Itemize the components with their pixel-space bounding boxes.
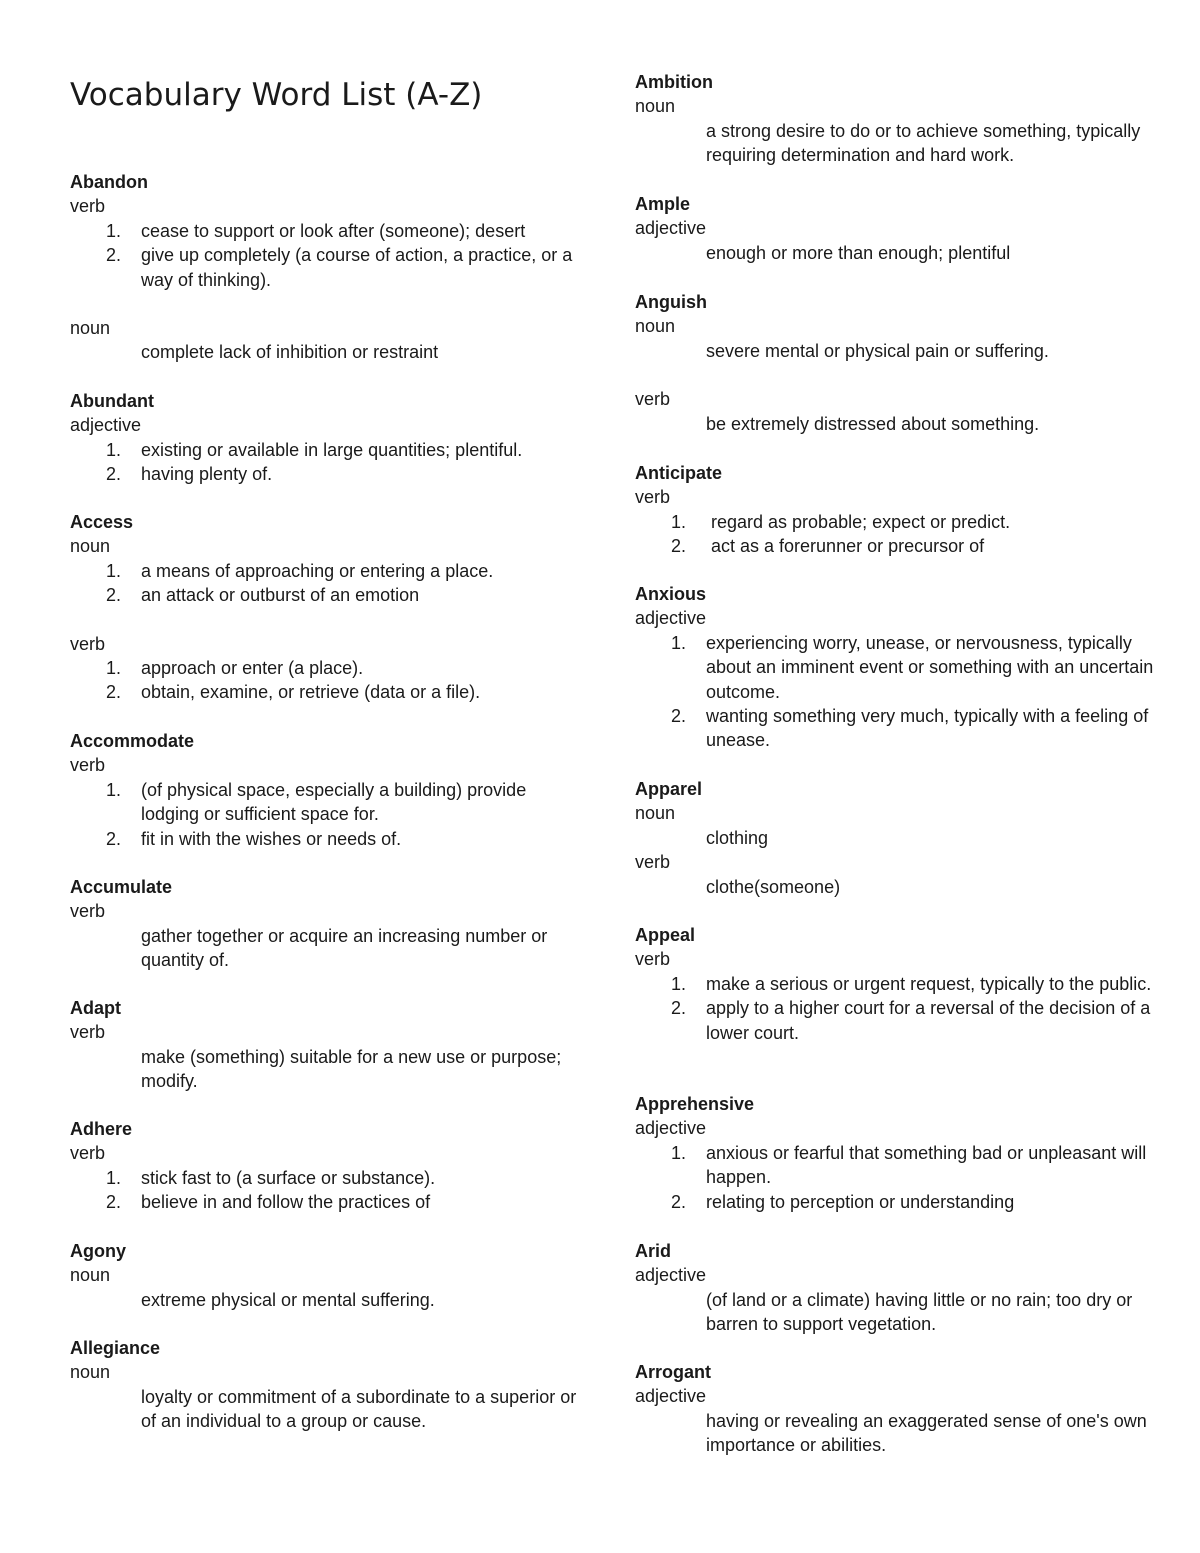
vocab-entry <box>635 461 1155 559</box>
vocab-entry <box>635 1360 1155 1458</box>
part-of-speech: adjective <box>635 1118 707 1139</box>
definition-text: severe mental or physical pain or suffering. <box>706 340 1049 361</box>
vocab-entry <box>70 389 580 487</box>
definition-number: 2. <box>671 1191 687 1212</box>
definition-text: enough or more than enough; plentiful <box>706 242 1011 263</box>
vocab-entry <box>635 1092 1155 1214</box>
definition-number: 2. <box>106 828 122 849</box>
part-of-speech: verb <box>70 196 106 217</box>
part-of-speech: adjective <box>635 218 707 239</box>
part-of-speech: verb <box>70 1022 106 1043</box>
definition-number: 2. <box>671 536 687 557</box>
vocab-entry <box>70 1239 580 1312</box>
definition-text: an attack or outburst of an emotion <box>141 585 420 606</box>
definition-number: 1. <box>671 632 687 653</box>
part-of-speech: verb <box>635 389 671 410</box>
entry-word: Adhere <box>70 1119 133 1139</box>
definition-text: cease to support or look after (someone); desert <box>141 220 526 241</box>
definition-text: clothe(someone) <box>706 876 841 897</box>
part-of-speech: noun <box>635 316 676 337</box>
part-of-speech: noun <box>635 803 676 824</box>
definition-text: be extremely distressed about something. <box>706 413 1040 434</box>
part-of-speech: adjective <box>635 1386 707 1407</box>
definition-text: regard as probable; expect or predict. <box>711 511 1011 532</box>
definition-number: 2. <box>106 682 122 703</box>
entry-word: Anxious <box>635 584 707 604</box>
entry-word: Abundant <box>70 391 154 411</box>
vocab-entry <box>70 729 580 851</box>
definition-item <box>70 559 580 583</box>
entry-word: Adapt <box>70 998 121 1018</box>
part-of-speech: adjective <box>635 608 707 629</box>
sense-spacer <box>70 608 580 632</box>
definition-number: 2. <box>106 1192 122 1213</box>
definition-text: clothing <box>706 827 769 848</box>
part-of-speech: verb <box>70 1143 106 1164</box>
definition-item <box>70 778 580 827</box>
vocab-entry <box>70 510 580 705</box>
definition-text: apply to a higher court for a reversal of the decision of a lower court. <box>706 998 1151 1043</box>
definition-item <box>635 534 1155 558</box>
definition-text: loyalty or commitment of a subordinate to a superior or of an individual to a group or cause. <box>141 1386 577 1432</box>
definition-text: give up completely (a course of action, a practice, or a way of thinking). <box>141 245 573 290</box>
entry-word: Accumulate <box>70 877 173 897</box>
definition-item <box>70 219 580 243</box>
definition-text: a strong desire to do or to achieve something, typically requiring determination and hard work. <box>706 120 1141 166</box>
definition-item <box>70 583 580 607</box>
definition-text: fit in with the wishes or needs of. <box>141 828 402 849</box>
definition-list <box>70 438 580 487</box>
definition-number: 1. <box>106 1167 122 1188</box>
definition-text: believe in and follow the practices of <box>141 1192 431 1213</box>
vocab-entry <box>70 996 580 1094</box>
definition-number: 1. <box>671 973 687 994</box>
definition-text: (of physical space, especially a building) provide lodging or sufficient space for. <box>141 779 527 825</box>
definition-number: 2. <box>106 464 122 485</box>
vocab-entry <box>635 923 1155 1045</box>
definition-list <box>70 559 580 608</box>
definition-text: make a serious or urgent request, typically to the public. <box>706 973 1152 994</box>
vocab-entry <box>635 70 1155 168</box>
vocab-entry <box>635 290 1155 436</box>
definition-text: obtain, examine, or retrieve (data or a file). <box>141 682 481 703</box>
definition-item <box>635 510 1155 534</box>
vocab-entry <box>635 1239 1155 1337</box>
part-of-speech: noun <box>70 1265 111 1286</box>
vocab-entry <box>635 192 1155 265</box>
definition-text: make (something) suitable for a new use or purpose; modify. <box>141 1046 562 1092</box>
definition-text: (of land or a climate) having little or no rain; too dry or barren to support vegetation. <box>706 1289 1133 1335</box>
entry-word: Anticipate <box>635 463 723 483</box>
definition-text: approach or enter (a place). <box>141 658 364 679</box>
definition-item <box>635 1141 1155 1190</box>
definition-number: 2. <box>106 245 122 266</box>
definition-list <box>635 631 1155 753</box>
vocab-entry <box>70 1336 580 1434</box>
definition-text: anxious or fearful that something bad or unpleasant will happen. <box>706 1142 1147 1188</box>
definition-item <box>70 243 580 292</box>
definition-item <box>70 827 580 851</box>
sense-spacer <box>70 292 580 316</box>
definition-item <box>635 631 1155 704</box>
vocab-entry <box>635 777 1155 899</box>
definition-text: stick fast to (a surface or substance). <box>141 1167 436 1188</box>
definition-item <box>635 996 1155 1045</box>
vocab-entry <box>70 170 580 365</box>
vocab-entry <box>70 875 580 973</box>
entry-word: Apparel <box>635 779 703 799</box>
definition-item <box>70 462 580 486</box>
definition-list <box>635 972 1155 1045</box>
entry-word: Allegiance <box>70 1338 161 1358</box>
part-of-speech: verb <box>635 852 671 873</box>
part-of-speech: verb <box>70 901 106 922</box>
entry-word: Abandon <box>70 172 148 192</box>
definition-item <box>70 438 580 462</box>
definition-text: experiencing worry, unease, or nervousness, typically about an imminent event or something with an uncertain outcome. <box>706 632 1154 702</box>
definition-text: complete lack of inhibition or restraint <box>141 342 439 363</box>
page-title: Vocabulary Word List (A-Z) <box>70 77 483 113</box>
definition-list <box>635 1141 1155 1214</box>
definition-text: having or revealing an exaggerated sense of one's own importance or abilities. <box>706 1410 1147 1456</box>
definition-number: 2. <box>671 706 687 727</box>
definition-number: 1. <box>106 439 122 460</box>
definition-item <box>70 1190 580 1214</box>
definition-list <box>70 778 580 851</box>
definition-item <box>70 1166 580 1190</box>
definition-text: gather together or acquire an increasing number or quantity of. <box>141 925 548 971</box>
entry-word: Arrogant <box>635 1362 711 1382</box>
definition-list <box>70 656 580 705</box>
entry-word: Apprehensive <box>635 1094 755 1114</box>
definition-text: wanting something very much, typically with a feeling of unease. <box>706 706 1149 751</box>
definition-number: 1. <box>671 511 687 532</box>
definition-item <box>70 680 580 704</box>
entry-word: Arid <box>635 1241 671 1261</box>
definition-item <box>635 972 1155 996</box>
definition-text: existing or available in large quantities; plentiful. <box>141 439 523 460</box>
definition-item <box>635 704 1155 753</box>
sense-spacer <box>635 363 1155 387</box>
entry-word: Accommodate <box>70 731 195 751</box>
entry-word: Access <box>70 512 134 532</box>
entry-word: Appeal <box>635 925 696 945</box>
definition-number: 2. <box>106 585 122 606</box>
entry-word: Anguish <box>635 292 707 312</box>
definition-number: 2. <box>671 998 687 1019</box>
vocab-entry <box>70 1117 580 1215</box>
entry-word: Agony <box>70 1241 126 1261</box>
definition-text: relating to perception or understanding <box>706 1191 1015 1212</box>
definition-list <box>635 510 1155 559</box>
part-of-speech: verb <box>635 487 671 508</box>
definition-number: 1. <box>106 560 122 581</box>
part-of-speech: adjective <box>70 415 142 436</box>
definition-number: 1. <box>106 658 122 679</box>
definition-text: having plenty of. <box>141 464 273 485</box>
definition-text: act as a forerunner or precursor of <box>711 536 985 557</box>
definition-item <box>635 1190 1155 1214</box>
definition-item <box>70 656 580 680</box>
entry-word: Ample <box>635 194 691 214</box>
part-of-speech: noun <box>635 96 676 117</box>
part-of-speech: verb <box>70 633 106 654</box>
definition-number: 1. <box>106 220 122 241</box>
definition-number: 1. <box>106 779 122 800</box>
definition-text: a means of approaching or entering a place. <box>141 560 494 581</box>
definition-list <box>70 1166 580 1215</box>
entry-word: Ambition <box>635 72 713 92</box>
definition-number: 1. <box>671 1142 687 1163</box>
part-of-speech: noun <box>70 318 111 339</box>
part-of-speech: verb <box>635 949 671 970</box>
vocab-entry <box>635 582 1155 753</box>
part-of-speech: verb <box>70 755 106 776</box>
definition-list <box>70 219 580 292</box>
definition-text: extreme physical or mental suffering. <box>141 1289 435 1310</box>
part-of-speech: noun <box>70 1362 111 1383</box>
part-of-speech: noun <box>70 536 111 557</box>
part-of-speech: adjective <box>635 1265 707 1286</box>
